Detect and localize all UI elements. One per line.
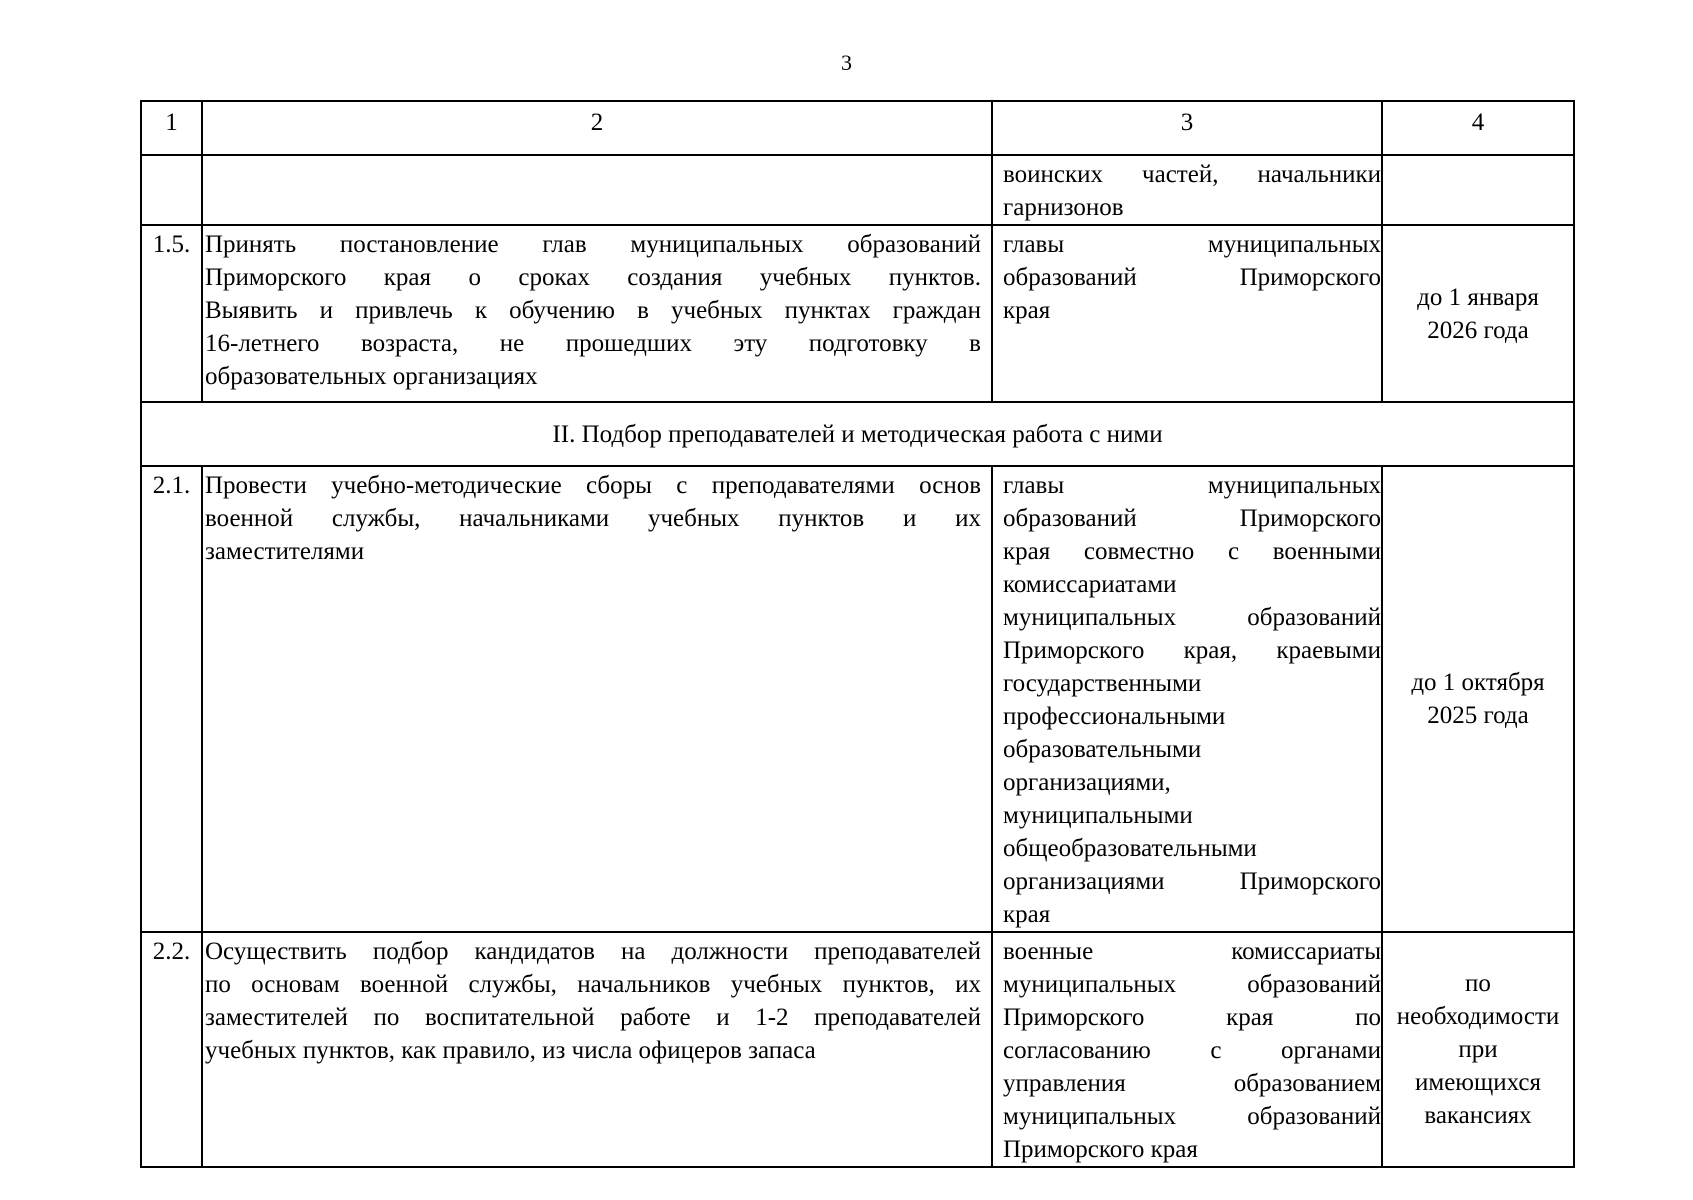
responsible-line: организациями, <box>1003 769 1171 796</box>
task-line: заместителями <box>205 538 365 565</box>
responsible-line: гарнизонов <box>1003 194 1124 221</box>
responsible-line: Приморского края <box>1003 1136 1198 1163</box>
header-col-1: 1 <box>141 101 202 155</box>
task-cell <box>202 932 992 1167</box>
responsible-line: военные комиссариаты <box>1003 938 1381 965</box>
deadline-line: 2026 года <box>1427 316 1529 344</box>
header-col-4: 4 <box>1382 101 1574 155</box>
responsible-line: воинских частей, начальники <box>1003 161 1381 188</box>
table-header-row <box>141 101 1574 155</box>
responsible-line: Приморского края, краевыми <box>1003 637 1381 664</box>
responsible-line: края совместно с военными <box>1003 538 1381 565</box>
table-row <box>141 932 1574 1167</box>
responsible-line: согласованию с органами <box>1003 1037 1381 1064</box>
responsible-line: управления образованием <box>1003 1070 1381 1097</box>
responsible-line: комиссариатами <box>1003 571 1177 598</box>
deadline-cell <box>1382 932 1574 1167</box>
responsible-cell <box>992 225 1382 402</box>
responsible-line: государственными <box>1003 670 1202 697</box>
task-line: Принять постановление глав муниципальных образований <box>205 231 981 258</box>
responsible-line: образований Приморского <box>1003 264 1381 291</box>
task-cell <box>202 225 992 402</box>
responsible-line: муниципальными <box>1003 802 1193 829</box>
deadline-line: вакансиях <box>1424 1102 1532 1129</box>
task-line: образовательных организациях <box>205 363 538 390</box>
responsible-cell <box>992 155 1382 225</box>
task-line: Приморского края о сроках создания учебных пунктов. <box>205 264 981 291</box>
deadline-line: до 1 октября <box>1411 669 1545 696</box>
task-cell <box>202 466 992 932</box>
row-number: 1.5. <box>141 225 202 402</box>
task-cell <box>202 155 992 225</box>
section-row <box>141 402 1574 466</box>
deadline-cell <box>1382 225 1574 402</box>
responsible-line: образовательными <box>1003 736 1202 763</box>
row-number: 2.2. <box>141 932 202 1167</box>
responsible-line: главы муниципальных <box>1003 472 1381 499</box>
header-col-2: 2 <box>202 101 992 155</box>
row-number <box>141 155 202 225</box>
responsible-line: общеобразовательными <box>1003 835 1257 862</box>
deadline-cell <box>1382 155 1574 225</box>
deadline-line: имеющихся <box>1415 1069 1541 1096</box>
continuation-row <box>141 155 1574 225</box>
deadline-line: до 1 января <box>1417 283 1539 311</box>
responsible-cell <box>992 466 1382 932</box>
task-line: Провести учебно-методические сборы с преподавателями основ <box>205 472 981 499</box>
page-number: 3 <box>841 50 852 75</box>
responsible-line: муниципальных образований <box>1003 604 1381 631</box>
section-title: II. Подбор преподавателей и методическая работа с ними <box>141 402 1574 466</box>
task-line: военной службы, начальниками учебных пунктов и их <box>205 505 981 532</box>
responsible-line: муниципальных образований <box>1003 1103 1381 1130</box>
responsible-line: профессиональными <box>1003 703 1226 730</box>
deadline-line: 2025 года <box>1427 702 1529 729</box>
responsible-line: края <box>1003 901 1051 928</box>
table-row <box>141 466 1574 932</box>
deadline-line: необходимости <box>1396 1003 1560 1030</box>
task-line: заместителей по воспитательной работе и 1-2 преподавателей <box>205 1004 981 1031</box>
responsible-line: главы муниципальных <box>1003 231 1381 258</box>
task-line: 16-летнего возраста, не прошедших эту подготовку в <box>205 330 981 357</box>
responsible-cell <box>992 932 1382 1167</box>
responsible-line: муниципальных образований <box>1003 971 1381 998</box>
task-line: учебных пунктов, как правило, из числа офицеров запаса <box>205 1037 816 1064</box>
deadline-line: по <box>1465 970 1491 997</box>
deadline-line: при <box>1458 1036 1498 1063</box>
responsible-line: организациями Приморского <box>1003 868 1381 895</box>
header-col-3: 3 <box>992 101 1382 155</box>
task-line: по основам военной службы, начальников учебных пунктов, их <box>205 971 981 998</box>
deadline-cell <box>1382 466 1574 932</box>
row-number: 2.1. <box>141 466 202 932</box>
responsible-line: Приморского края по <box>1003 1004 1381 1031</box>
responsible-line: края <box>1003 297 1051 324</box>
table-row <box>141 225 1574 402</box>
task-line: Осуществить подбор кандидатов на должности преподавателей <box>205 938 981 965</box>
task-line: Выявить и привлечь к обучению в учебных пунктах граждан <box>205 297 981 324</box>
responsible-line: образований Приморского <box>1003 505 1381 532</box>
plan-table <box>140 100 1575 1168</box>
